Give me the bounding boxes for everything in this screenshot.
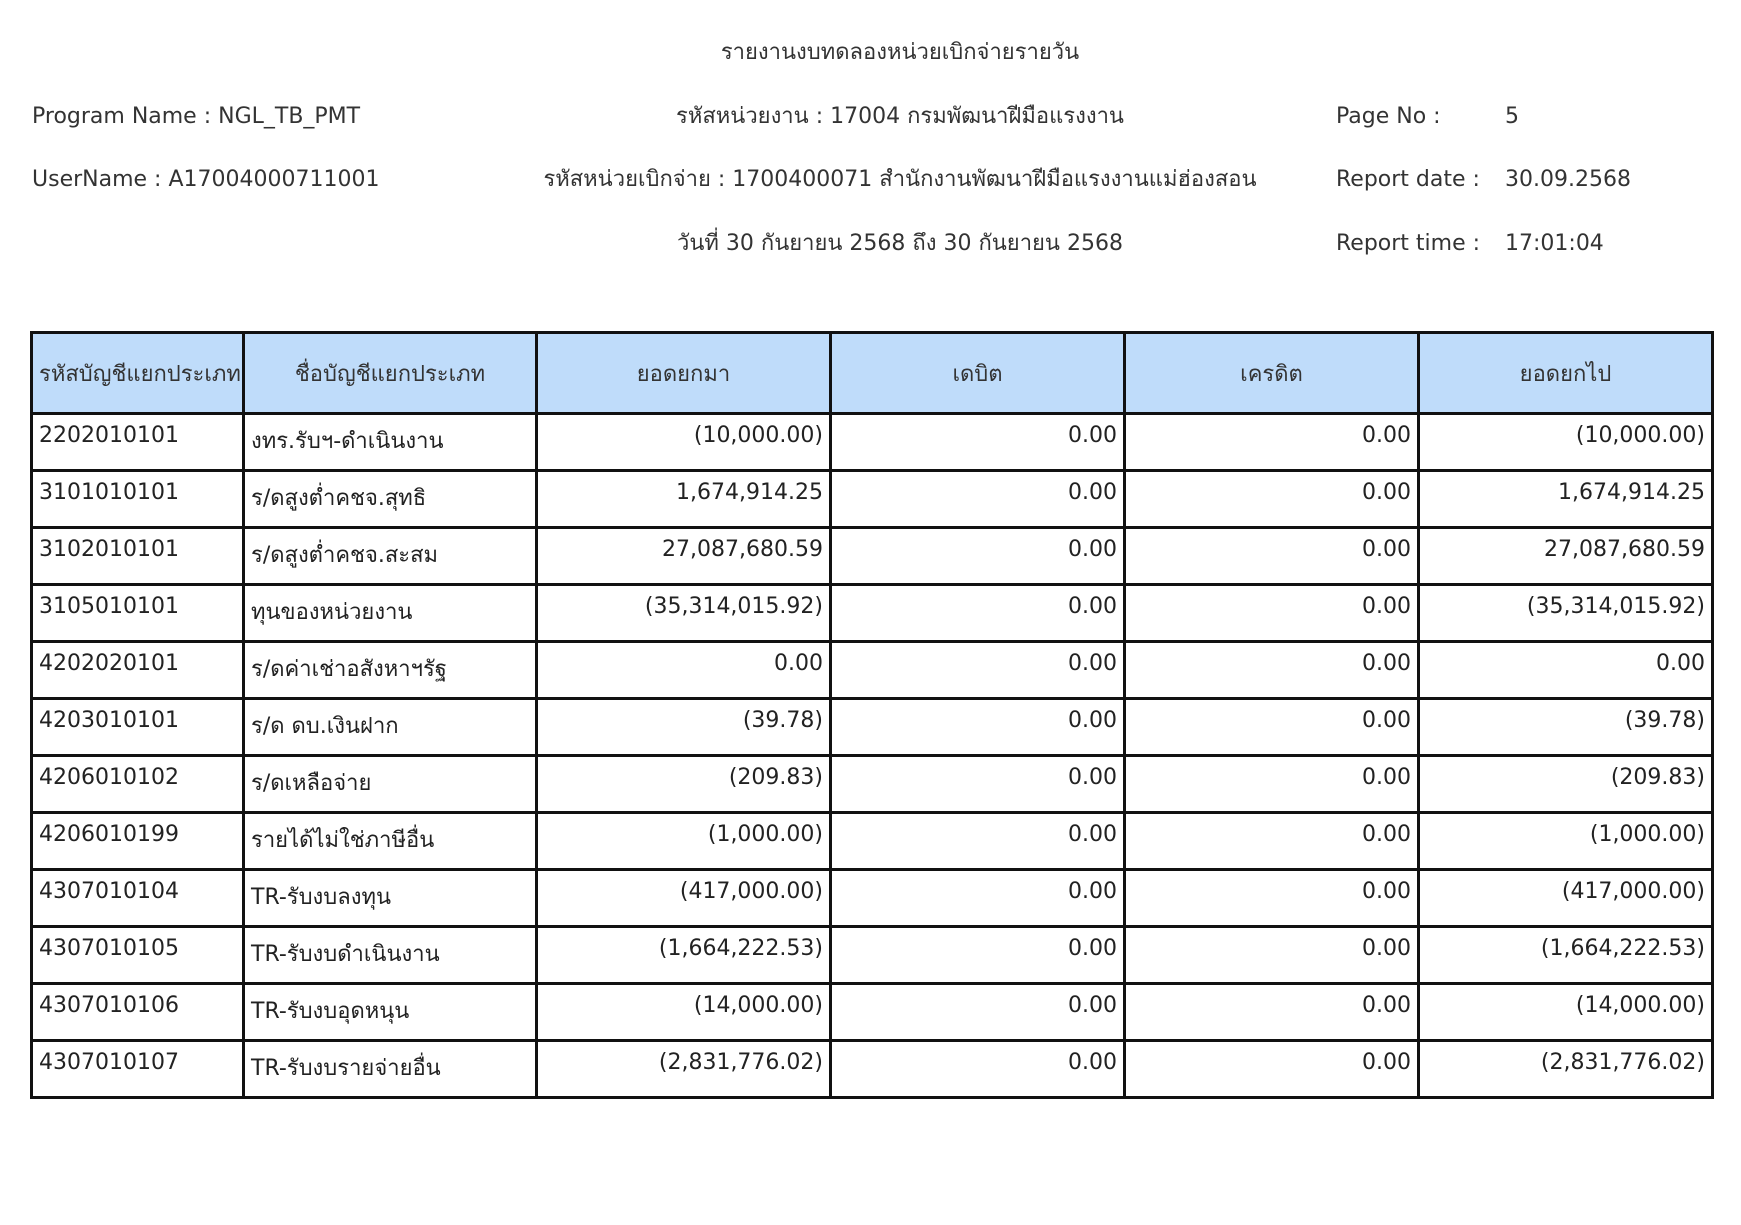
account-name-cell: ร/ดค่าเช่าอสังหาฯรัฐ [244,642,537,699]
debit-cell: 0.00 [831,471,1125,528]
column-header-opening-balance: ยอดยกมา [537,333,831,414]
opening-balance-cell: 1,674,914.25 [537,471,831,528]
column-header-debit: เดบิต [831,333,1125,414]
table-row [32,984,1713,1041]
credit-cell: 0.00 [1125,813,1419,870]
debit-cell: 0.00 [831,756,1125,813]
debit-cell: 0.00 [831,414,1125,471]
account-name-cell: TR-รับงบดำเนินงาน [244,927,537,984]
table-row [32,585,1713,642]
table-row [32,813,1713,870]
table-row [32,699,1713,756]
agency-line: รหัสหน่วยงาน : 17004 กรมพัฒนาฝีมือแรงงาน [676,104,1124,129]
opening-balance-cell: (10,000.00) [537,414,831,471]
credit-cell: 0.00 [1125,927,1419,984]
account-name-cell: TR-รับงบรายจ่ายอื่น [244,1041,537,1098]
credit-cell: 0.00 [1125,870,1419,927]
closing-balance-cell: (39.78) [1419,699,1713,756]
page-no-value: 5 [1505,104,1519,129]
debit-cell: 0.00 [831,642,1125,699]
opening-balance-cell: (2,831,776.02) [537,1041,831,1098]
report-time-label: Report time : [1336,231,1481,256]
account-name-cell: รายได้ไม่ใช่ภาษีอื่น [244,813,537,870]
opening-balance-cell: (209.83) [537,756,831,813]
account-code-cell: 4206010199 [32,813,244,870]
credit-cell: 0.00 [1125,642,1419,699]
table-row [32,528,1713,585]
opening-balance-cell: (1,664,222.53) [537,927,831,984]
table-row [32,870,1713,927]
report-date-label: Report date : [1336,167,1480,192]
closing-balance-cell: (2,831,776.02) [1419,1041,1713,1098]
account-code-cell: 3101010101 [32,471,244,528]
credit-cell: 0.00 [1125,528,1419,585]
closing-balance-cell: (35,314,015.92) [1419,585,1713,642]
account-code-cell: 4307010105 [32,927,244,984]
opening-balance-cell: (35,314,015.92) [537,585,831,642]
account-code-cell: 3105010101 [32,585,244,642]
debit-cell: 0.00 [831,870,1125,927]
trial-balance-table [30,331,1714,1099]
closing-balance-cell: (1,000.00) [1419,813,1713,870]
opening-balance-cell: (39.78) [537,699,831,756]
column-header-account-name: ชื่อบัญชีแยกประเภท [244,333,537,414]
opening-balance-cell: (14,000.00) [537,984,831,1041]
credit-cell: 0.00 [1125,984,1419,1041]
debit-cell: 0.00 [831,984,1125,1041]
table-header-row [32,333,1713,414]
table-row [32,414,1713,471]
closing-balance-cell: 27,087,680.59 [1419,528,1713,585]
closing-balance-cell: (10,000.00) [1419,414,1713,471]
debit-cell: 0.00 [831,585,1125,642]
account-code-cell: 4203010101 [32,699,244,756]
table-row [32,642,1713,699]
account-name-cell: ร/ด ดบ.เงินฝาก [244,699,537,756]
account-name-cell: ร/ดสูงต่ำคชจ.สุทธิ [244,471,537,528]
table-row [32,1041,1713,1098]
column-header-credit: เครดิต [1125,333,1419,414]
account-name-cell: TR-รับงบอุดหนุน [244,984,537,1041]
debit-cell: 0.00 [831,528,1125,585]
account-code-cell: 4307010107 [32,1041,244,1098]
credit-cell: 0.00 [1125,414,1419,471]
closing-balance-cell: (1,664,222.53) [1419,927,1713,984]
account-code-cell: 4307010106 [32,984,244,1041]
table-row [32,756,1713,813]
closing-balance-cell: 0.00 [1419,642,1713,699]
date-range-line: วันที่ 30 กันยายน 2568 ถึง 30 กันยายน 2568 [677,231,1123,256]
user-name: UserName : A17004000711001 [32,167,380,192]
credit-cell: 0.00 [1125,471,1419,528]
column-header-account-code: รหัสบัญชีแยกประเภท [32,333,244,414]
debit-cell: 0.00 [831,699,1125,756]
account-name-cell: งทร.รับฯ-ดำเนินงาน [244,414,537,471]
account-name-cell: ร/ดสูงต่ำคชจ.สะสม [244,528,537,585]
report-title: รายงานงบทดลองหน่วยเบิกจ่ายรายวัน [720,40,1080,65]
credit-cell: 0.00 [1125,756,1419,813]
account-code-cell: 4307010104 [32,870,244,927]
page-no-label: Page No : [1336,104,1441,129]
account-code-cell: 4202020101 [32,642,244,699]
credit-cell: 0.00 [1125,699,1419,756]
account-name-cell: ร/ดเหลือจ่าย [244,756,537,813]
disbursing-unit-line: รหัสหน่วยเบิกจ่าย : 1700400071 สำนักงานพัฒนาฝีมือแรงงานแม่ฮ่องสอน [543,167,1257,192]
closing-balance-cell: 1,674,914.25 [1419,471,1713,528]
credit-cell: 0.00 [1125,1041,1419,1098]
table-body [32,414,1713,1098]
credit-cell: 0.00 [1125,585,1419,642]
report-time-value: 17:01:04 [1505,231,1604,256]
opening-balance-cell: (417,000.00) [537,870,831,927]
opening-balance-cell: 0.00 [537,642,831,699]
account-name-cell: ทุนของหน่วยงาน [244,585,537,642]
opening-balance-cell: 27,087,680.59 [537,528,831,585]
opening-balance-cell: (1,000.00) [537,813,831,870]
debit-cell: 0.00 [831,1041,1125,1098]
table-row [32,471,1713,528]
account-code-cell: 2202010101 [32,414,244,471]
debit-cell: 0.00 [831,813,1125,870]
table-row [32,927,1713,984]
program-name: Program Name : NGL_TB_PMT [32,104,361,129]
account-code-cell: 3102010101 [32,528,244,585]
report-date-value: 30.09.2568 [1505,167,1631,192]
debit-cell: 0.00 [831,927,1125,984]
closing-balance-cell: (417,000.00) [1419,870,1713,927]
closing-balance-cell: (14,000.00) [1419,984,1713,1041]
column-header-closing-balance: ยอดยกไป [1419,333,1713,414]
closing-balance-cell: (209.83) [1419,756,1713,813]
account-code-cell: 4206010102 [32,756,244,813]
account-name-cell: TR-รับงบลงทุน [244,870,537,927]
